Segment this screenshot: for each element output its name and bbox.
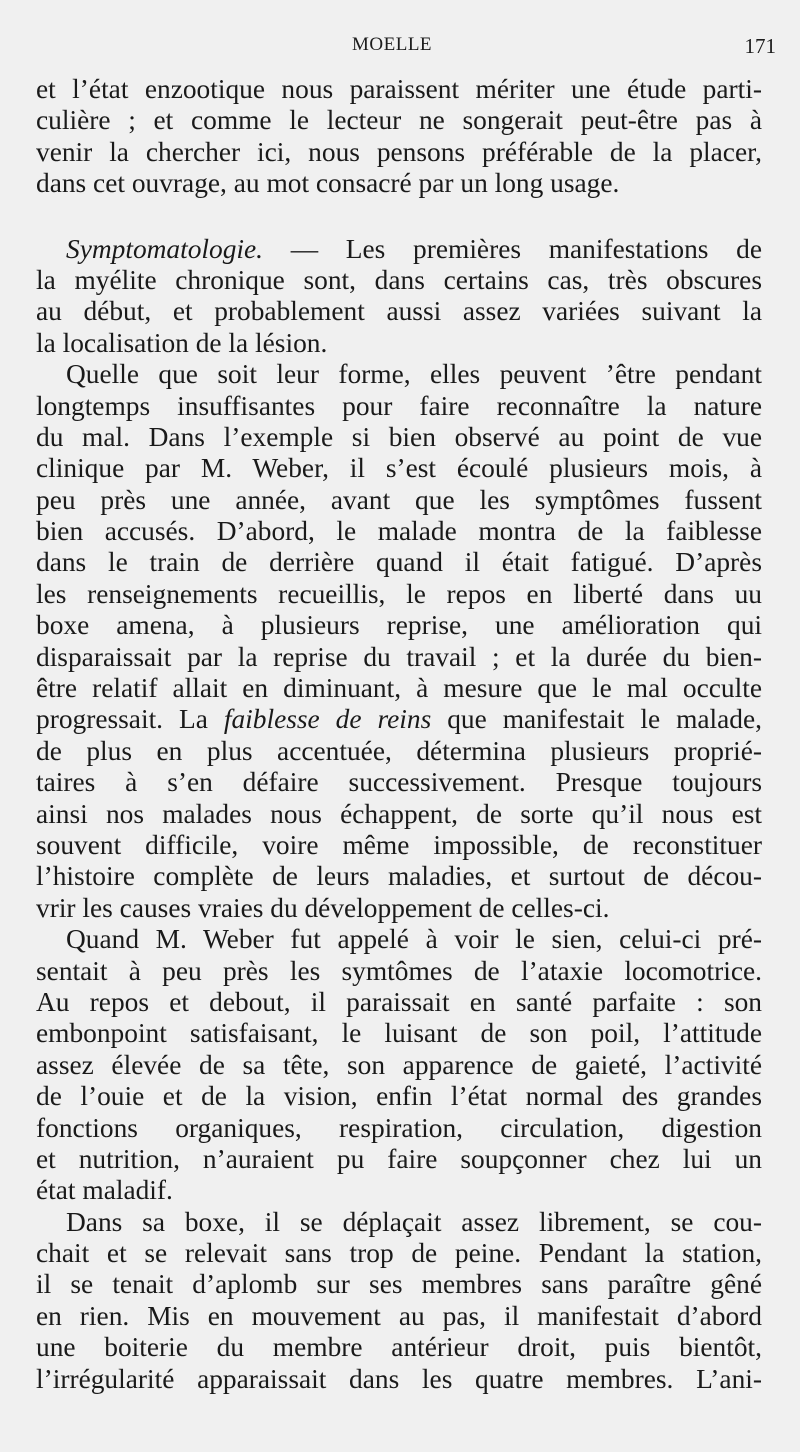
page-number: 171 (744, 34, 776, 58)
text-line: et nutrition, n’auraient pu faire soupçonner chez lui un (36, 1143, 762, 1174)
text-line: embonpoint satisfaisant, le luisant de son poil, l’attitude (36, 1018, 762, 1049)
text-line: l’irrégularité apparaissait dans les quatre membres. L’ani- (36, 1363, 762, 1394)
text-segment: progressait. La (36, 704, 224, 735)
paragraph-symptomatologie (36, 234, 762, 360)
text-line: une boiterie du membre antérieur droit, puis bientôt, (36, 1332, 762, 1363)
section-gap (36, 200, 762, 234)
body-text (36, 74, 762, 1395)
text-line: taires à s’en défaire successivement. Presque toujours (36, 767, 762, 798)
text-line: assez élevée de sa tête, son apparence de gaieté, l’activité (36, 1049, 762, 1080)
text-line: Quand M. Weber fut appelé à voir le sien, celui-ci pré- (66, 924, 762, 955)
text-line: clinique par M. Weber, il s’est écoulé plusieurs mois, à (36, 453, 762, 484)
paragraph-quelle-que-soit (36, 359, 762, 924)
text-line: état maladif. (36, 1175, 173, 1206)
text-line: fonctions organiques, respiration, circulation, digestion (36, 1112, 762, 1143)
text-line: l’histoire complète de leurs maladies, et surtout de décou- (36, 861, 762, 892)
italic-phrase: faiblesse de reins (223, 704, 432, 735)
text-line: Quelle que soit leur forme, elles peuvent ’être pendant (66, 359, 762, 390)
paragraph-dans-sa-boxe (36, 1207, 762, 1395)
paragraph-continuation (36, 74, 762, 200)
text-line: bien accusés. D’abord, le malade montra de la faiblesse (36, 516, 762, 547)
text-line: vrir les causes vraies du développement de celles-ci. (36, 892, 610, 923)
text-line: souvent difficile, voire même impossible, de reconstituer (36, 829, 762, 860)
text-line-section-lead (36, 234, 762, 265)
text-line: du mal. Dans l’exemple si bien observé au point de vue (36, 421, 762, 452)
text-line: la myélite chronique sont, dans certains cas, très obscures (36, 264, 762, 295)
text-line: culière ; et comme le lecteur ne songerait peut-être pas à (36, 105, 762, 136)
text-line: disparaissait par la reprise du travail ; et la durée du bien- (36, 641, 762, 672)
text-line: les renseignements recueillis, le repos en liberté dans uu (36, 578, 762, 609)
text-line: Au repos et debout, il paraissait en santé parfaite : son (36, 986, 762, 1017)
text-line: il se tenait d’aplomb sur ses membres sans paraître gêné (36, 1269, 762, 1300)
text-line: de l’ouie et de la vision, enfin l’état normal des grandes (36, 1081, 762, 1112)
text-line: être relatif allait en diminuant, à mesure que le mal occulte (36, 673, 762, 704)
section-lead-text: — Les premières manifestations de (263, 233, 762, 264)
text-line: ainsi nos malades nous échappent, de sorte qu’il nous est (36, 798, 762, 829)
text-line: chait et se relevait sans trop de peine. Pendant la station, (36, 1238, 762, 1269)
page-header (0, 34, 800, 58)
section-heading-italic: Symptomatologie. (66, 233, 264, 264)
text-line: dans le train de derrière quand il était fatigué. D’après (36, 547, 762, 578)
text-line: boxe amena, à plusieurs reprise, une amélioration qui (36, 610, 762, 641)
text-line: de plus en plus accentuée, détermina plusieurs proprié- (36, 735, 762, 766)
text-line-with-italic (36, 704, 762, 735)
text-line: au début, et probablement aussi assez variées suivant la (36, 296, 762, 327)
text-segment: que manifestait le malade, (431, 704, 762, 735)
text-line: et l’état enzootique nous paraissent mériter une étude parti- (36, 74, 762, 104)
text-line: en rien. Mis en mouvement au pas, il manifestait d’abord (36, 1300, 762, 1331)
text-line: venir la chercher ici, nous pensons préférable de la placer, (36, 136, 762, 167)
text-line: la localisation de la lésion. (36, 327, 328, 358)
text-line: sentait à peu près les symtômes de l’ataxie locomotrice. (36, 955, 762, 986)
running-title: MOELLE (352, 34, 433, 55)
text-line: peu près une année, avant que les symptômes fussent (36, 484, 762, 515)
paragraph-quand-m-weber (36, 924, 762, 1207)
text-line: Dans sa boxe, il se déplaçait assez librement, se cou- (66, 1206, 762, 1237)
text-line: longtemps insuffisantes pour faire reconnaître la nature (36, 390, 762, 421)
text-line: dans cet ouvrage, au mot consacré par un long usage. (36, 168, 620, 199)
